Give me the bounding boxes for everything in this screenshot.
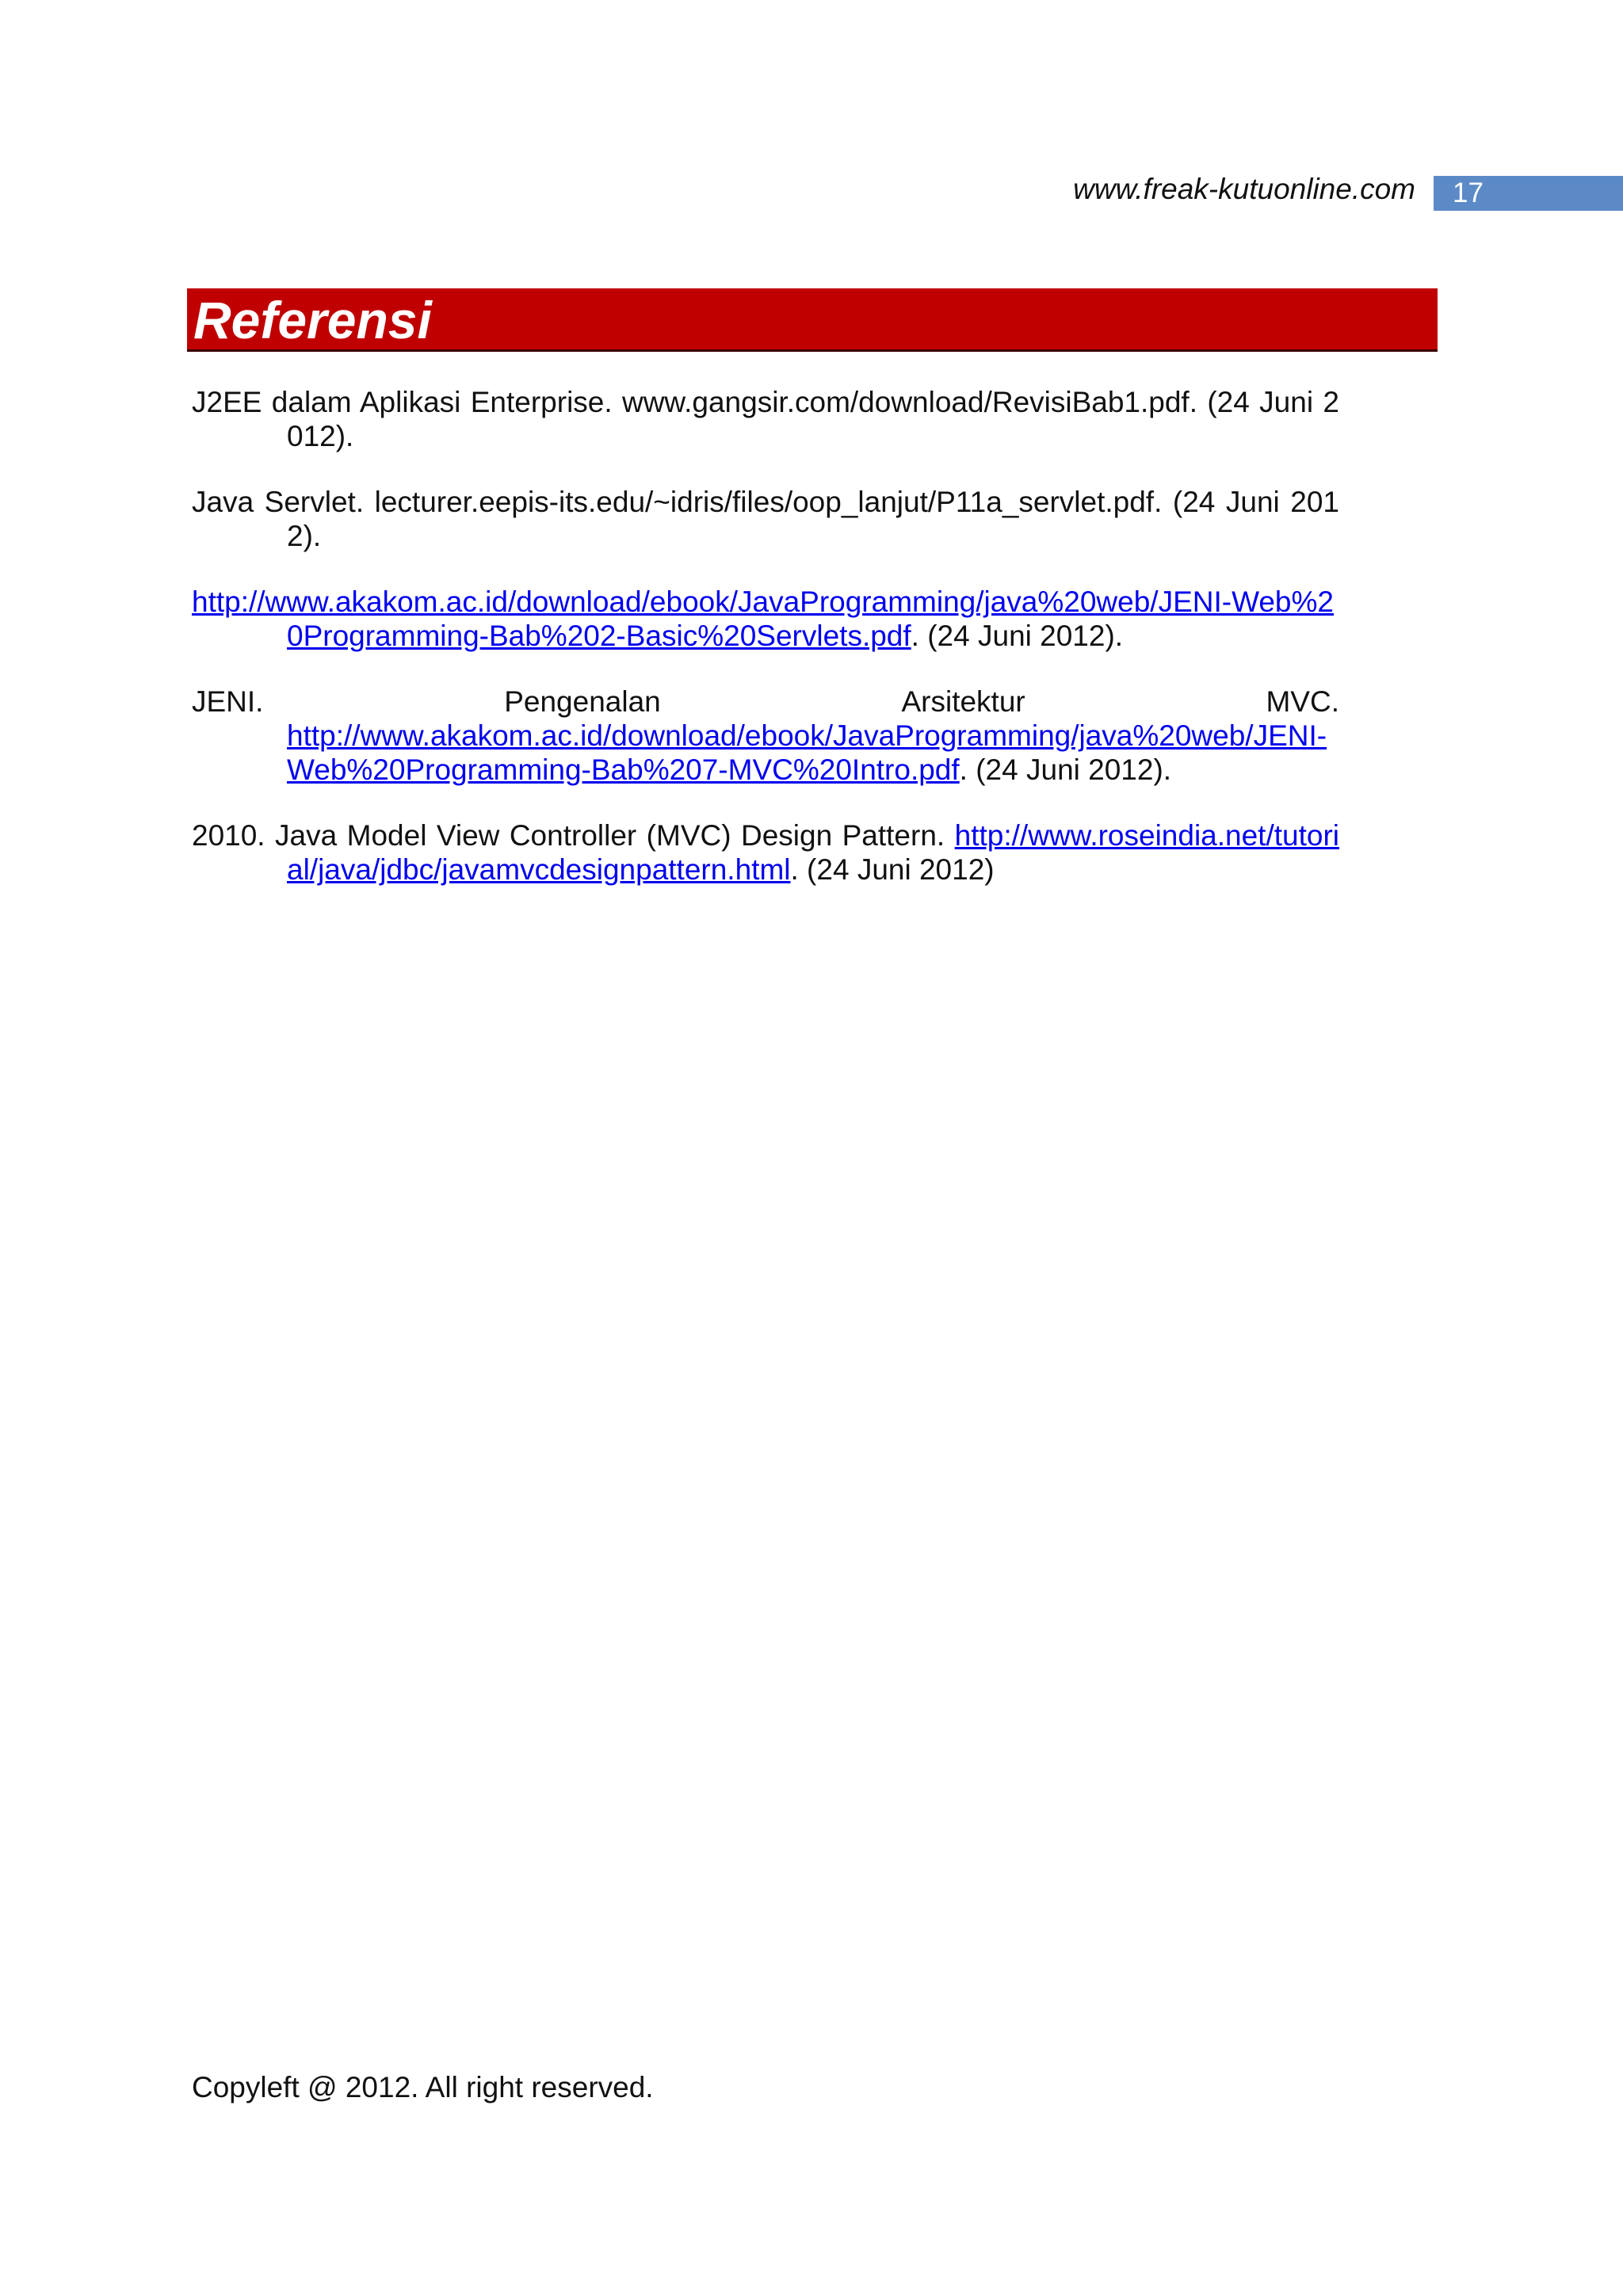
- section-banner: [187, 288, 1438, 352]
- reference-word: Arsitektur: [901, 685, 1025, 718]
- reference-word: Pengenalan: [504, 685, 661, 718]
- reference-list: [192, 385, 1339, 918]
- reference-suffix: . (24 Juni 2012).: [911, 620, 1124, 652]
- reference-item-2: [192, 485, 1339, 553]
- reference-item-4: [192, 685, 1339, 787]
- reference-link[interactable]: http://www.akakom.ac.id/download/ebook/JavaProgramming/java%20web/JENI-Web%20Programming-Bab%202-Basic%20Servlets.pdf: [192, 585, 1334, 652]
- reference-suffix: . (24 Juni 2012): [790, 853, 995, 886]
- reference-item-1: [192, 385, 1339, 453]
- reference-word: JENI.: [192, 685, 264, 718]
- reference-prefix: 2010. Java Model View Controller (MVC) Design Pattern.: [192, 819, 945, 852]
- reference-item-3: [192, 585, 1339, 653]
- reference-word: MVC.: [1266, 685, 1339, 718]
- section-title: Referensi: [193, 291, 432, 349]
- header-site-url: www.freak-kutuonline.com: [1073, 173, 1415, 205]
- reference-text: J2EE dalam Aplikasi Enterprise. www.gangsir.com/download/RevisiBab1.pdf. (24 Juni 2012).: [192, 386, 1339, 452]
- reference-link[interactable]: http://www.akakom.ac.id/download/ebook/JavaProgramming/java%20web/JENI-Web%20Programming-Bab%207-MVC%20Intro.pdf: [287, 719, 1327, 786]
- page-number: 17: [1434, 176, 1623, 211]
- reference-suffix: . (24 Juni 2012).: [959, 753, 1172, 786]
- footer-copyright: Copyleft @ 2012. All right reserved.: [192, 2071, 654, 2103]
- reference-text: Java Servlet. lecturer.eepis-its.edu/~idris/files/oop_lanjut/P11a_servlet.pdf. (24 Juni 2012).: [192, 486, 1339, 552]
- reference-link[interactable]: http://www.roseindia.net/tutorial/java/jdbc/javamvcdesignpattern.html: [287, 819, 1339, 886]
- reference-item-5: [192, 818, 1339, 887]
- reference-heading-line: [192, 685, 1339, 719]
